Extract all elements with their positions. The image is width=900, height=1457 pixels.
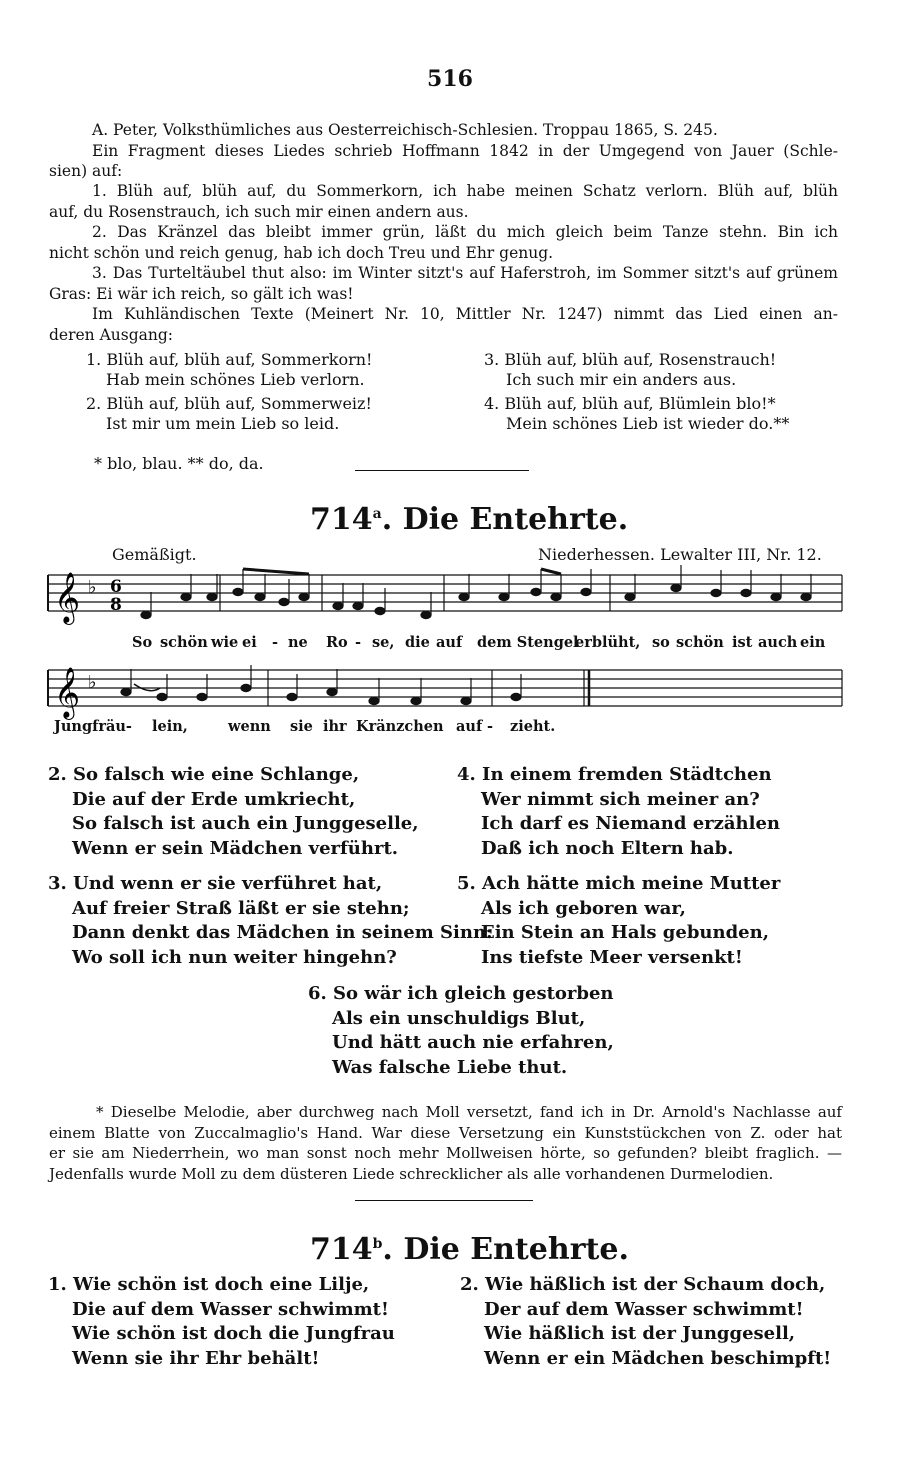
verse-right-b — [460, 1273, 831, 1371]
song-title: 714$^a$. Die Entehrte. — [310, 502, 629, 537]
divider — [355, 1200, 533, 1201]
verse-line: Wo soll ich nun weiter hingehn? — [72, 946, 397, 968]
glossary-note: * blo, blau. ** do, da. — [94, 454, 264, 473]
intro-line: auf, du Rosenstrauch, ich such mir einen andern aus. — [49, 203, 469, 221]
verse-line: Ein Stein an Hals gebunden, — [481, 922, 769, 943]
footnote-line: er sie am Niederrhein, wo man sonst noch mehr Mollweisen hörte, so gefunden? bleibt fraglich. — — [49, 1144, 842, 1162]
kuhland-verse-line: Ist mir um mein Lieb so leid. — [106, 414, 340, 433]
lyric-syllable: Ro — [326, 634, 348, 651]
song-number: 714 — [310, 1232, 373, 1267]
tempo-marking: Gemäßigt. — [112, 545, 197, 564]
kuhland-verse-line: Ich such mir ein anders aus. — [506, 370, 737, 389]
verse-line: 5. Ach hätte mich meine Mutter — [457, 873, 781, 894]
lyric-syllable: so — [652, 634, 670, 651]
verse-line: Wie schön ist doch die Jungfrau — [72, 1323, 395, 1344]
lyric-syllable: Kränzchen — [356, 718, 444, 735]
verse-line: Ins tiefste Meer versenkt! — [481, 946, 743, 968]
verse-line: Auf freier Straß läßt er sie stehn; — [72, 897, 410, 919]
intro-line: deren Ausgang: — [49, 326, 174, 344]
intro-line: 1. Blüh auf, blüh auf, du Sommerkorn, ich habe meinen Schatz verlorn. Blüh auf, blüh — [92, 182, 838, 200]
verse-left-b — [48, 1273, 395, 1371]
intro-line: A. Peter, Volksthümliches aus Oesterreichisch-Schlesien. Troppau 1865, S. 245. — [92, 121, 718, 139]
verse-line: 4. In einem fremden Städtchen — [457, 764, 772, 785]
lyric-syllable: die — [405, 634, 430, 651]
verse-line: Dann denkt das Mädchen in seinem Sinn: — [72, 922, 493, 943]
lyric-syllable: schön — [676, 634, 724, 651]
footnote-line: Jedenfalls wurde Moll zu dem düsteren Liede schrecklicher als alle vorhandenen Durmelodien. — [49, 1165, 774, 1183]
lyric-syllable: - — [355, 634, 362, 651]
lyric-syllable: dem Stengel — [477, 634, 579, 651]
lyric-syllable: lein, — [152, 718, 188, 735]
lyric-syllable: auf — [436, 634, 463, 651]
lyric-syllable: ist — [732, 634, 753, 651]
source-reference: Niederhessen. Lewalter III, Nr. 12. — [538, 545, 822, 564]
treble-clef-icon: 𝄞 — [54, 667, 81, 718]
kuhland-verse-line: 2. Blüh auf, blüh auf, Sommerweiz! — [86, 394, 372, 413]
verse-line: Wenn er ein Mädchen beschimpft! — [484, 1347, 832, 1369]
song-title: 714$^b$. Die Entehrte. — [310, 1232, 629, 1267]
verse-line: Ich darf es Niemand erzählen — [481, 813, 781, 834]
divider — [355, 470, 529, 471]
verse-line: So falsch ist auch ein Junggeselle, — [72, 813, 419, 834]
intro-line: Ein Fragment dieses Liedes schrieb Hoffmann 1842 in der Umgegend von Jauer (Schle- — [92, 142, 838, 160]
intro-line: Gras: Ei wär ich reich, so gält ich was! — [49, 285, 354, 303]
intro-line: 2. Das Kränzel das bleibt immer grün, läßt du mich gleich beim Tanze stehn. Bin ich — [92, 223, 838, 241]
verse-line: 6. So wär ich gleich gestorben — [308, 983, 614, 1004]
flat-icon: ♭ — [88, 577, 97, 598]
verse-line: Wenn sie ihr Ehr behält! — [72, 1347, 320, 1369]
treble-clef-icon: 𝄞 — [54, 572, 81, 623]
song-title-text: Die Entehrte. — [402, 502, 629, 537]
kuhland-verse-line: Hab mein schönes Lieb verlorn. — [106, 370, 365, 389]
music-staff-2 — [40, 655, 850, 725]
page-number: 516 — [427, 66, 473, 92]
verse-line: Wie häßlich ist der Junggesell, — [484, 1323, 796, 1344]
verse-right-1 — [457, 763, 780, 861]
lyric-syllable: zieht. — [510, 718, 556, 735]
verse-line: 1. Wie schön ist doch eine Lilje, — [48, 1274, 370, 1295]
verse-left-1 — [48, 763, 419, 861]
footnote-line: * Dieselbe Melodie, aber durchweg nach Moll versetzt, fand ich in Dr. Arnold's Nachlasse auf — [96, 1103, 842, 1121]
verse-line: Daß ich noch Eltern hab. — [481, 837, 734, 859]
lyric-syllable: wie — [211, 634, 239, 651]
kuhland-verse-line: 3. Blüh auf, blüh auf, Rosenstrauch! — [484, 350, 777, 369]
song-number-suffix: a — [372, 506, 382, 522]
verse-center — [308, 982, 614, 1080]
intro-line: nicht schön und reich genug, hab ich doch Treu und Ehr genug. — [49, 244, 554, 262]
lyric-syllable: ne — [288, 634, 308, 651]
verse-line: Als ich geboren war, — [481, 897, 686, 919]
verse-line: Die auf der Erde umkriecht, — [72, 788, 356, 810]
intro-line: 3. Das Turteltäubel thut also: im Winter sitzt's auf Haferstroh, im Sommer sitzt's auf grünem — [92, 264, 838, 282]
kuhland-verse-line: Mein schönes Lieb ist wieder do.** — [506, 414, 790, 433]
intro-line: sien) auf: — [49, 162, 123, 180]
verse-left-2 — [48, 872, 493, 970]
lyric-syllable: auf — [456, 718, 483, 735]
verse-line: 2. So falsch wie eine Schlange, — [48, 764, 360, 785]
song-title-text: Die Entehrte. — [403, 1232, 629, 1267]
verse-line: 2. Wie häßlich ist der Schaum doch, — [460, 1274, 826, 1295]
lyric-syllable: So — [132, 634, 153, 651]
song-number-suffix: b — [372, 1236, 383, 1252]
lyric-syllable: - — [487, 718, 494, 735]
lyric-syllable: se, — [372, 634, 395, 651]
lyric-syllable: Jungfräu- — [54, 718, 132, 735]
notes — [121, 665, 521, 705]
verse-line: Der auf dem Wasser schwimmt! — [484, 1298, 804, 1320]
lyric-syllable: - — [272, 634, 279, 651]
lyric-syllable: sie — [290, 718, 313, 735]
verse-line: Was falsche Liebe thut. — [332, 1056, 568, 1078]
lyric-syllable: ein — [800, 634, 826, 651]
time-signature-bottom: 8 — [110, 595, 122, 615]
lyric-syllable: erblüht, — [575, 634, 641, 651]
lyric-syllable: ihr — [323, 718, 347, 735]
flat-icon: ♭ — [88, 672, 97, 693]
music-staff-1 — [40, 560, 850, 640]
lyric-syllable: auch — [758, 634, 798, 651]
intro-line: Im Kuhländischen Texte (Meinert Nr. 10, Mittler Nr. 1247) nimmt das Lied einen an- — [92, 305, 838, 323]
footnote-line: einem Blatte von Zuccalmaglio's Hand. War diese Versetzung ein Kunststückchen von Z. oder hat — [49, 1124, 842, 1142]
lyric-syllable: wenn — [228, 718, 271, 735]
time-signature-top: 6 — [110, 577, 122, 597]
verse-line: 3. Und wenn er sie verführet hat, — [48, 873, 383, 894]
verse-line: Wer nimmt sich meiner an? — [481, 788, 760, 810]
verse-line: Die auf dem Wasser schwimmt! — [72, 1298, 389, 1320]
verse-line: Als ein unschuldigs Blut, — [332, 1007, 586, 1029]
song-number: 714 — [310, 502, 373, 537]
verse-right-2 — [457, 872, 780, 970]
kuhland-verse-line: 1. Blüh auf, blüh auf, Sommerkorn! — [86, 350, 373, 369]
kuhland-verse-line: 4. Blüh auf, blüh auf, Blümlein blo!* — [484, 394, 776, 413]
verse-line: Und hätt auch nie erfahren, — [332, 1032, 614, 1053]
verse-line: Wenn er sein Mädchen verführt. — [72, 837, 399, 859]
lyric-syllable: ei — [242, 634, 257, 651]
lyric-syllable: schön — [160, 634, 208, 651]
